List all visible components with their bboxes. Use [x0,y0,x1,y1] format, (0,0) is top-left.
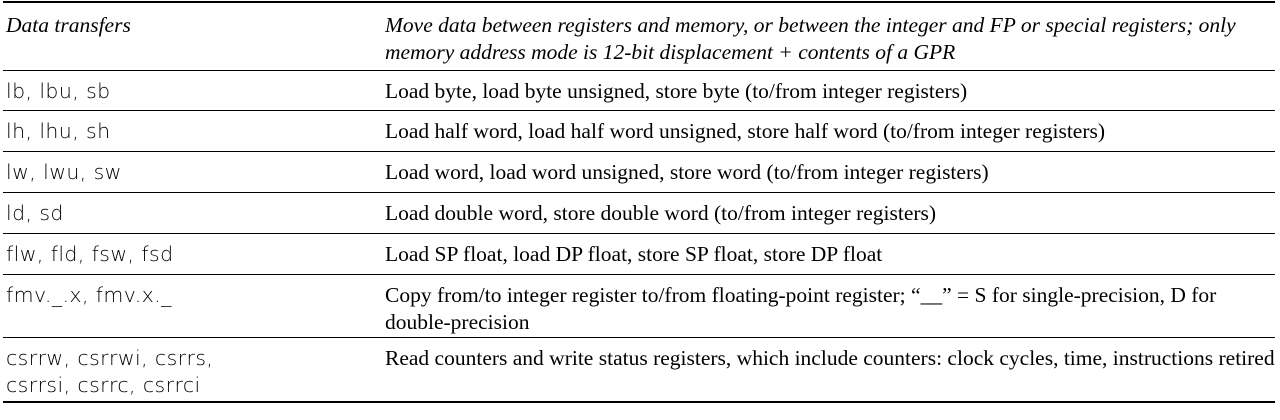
table-row [3,338,1275,401]
table-row [3,275,1275,338]
description-cell: Load SP float, load DP float, store SP float, store DP float [385,242,883,266]
description-cell: Copy from/to integer register to/from floating-point register; “__” = S for single-precision, D for double-precision [385,283,1217,334]
table-row [3,71,1275,111]
category-description: Move data between registers and memory, or between the integer and FP or special registers; only memory address mode is 12-bit displacement + contents of a GPR [385,13,1236,64]
table-header-row [3,3,1275,71]
table-row [3,111,1275,152]
instruction-cell: fmv._.x, fmv.x._ [6,283,172,307]
table-row [3,152,1275,193]
description-cell: Load double word, store double word (to/from integer registers) [385,201,937,225]
instruction-cell: lw, lwu, sw [6,160,122,184]
description-cell: Load half word, load half word unsigned, store half word (to/from integer registers) [385,119,1106,143]
description-cell: Load byte, load byte unsigned, store byte (to/from integer registers) [385,79,968,103]
instruction-cell: lb, lbu, sb [6,79,111,103]
instruction-table [3,1,1275,403]
table-row [3,234,1275,275]
instruction-cell: flw, fld, fsw, fsd [6,242,174,266]
table-row [3,193,1275,234]
category-heading: Data transfers [6,13,131,37]
description-cell: Read counters and write status registers, which include counters: clock cycles, time, instructions retired [385,346,1275,370]
instruction-cell: csrrw, csrrwi, csrrs, csrrsi, csrrc, csrrci [6,346,214,397]
instruction-cell: lh, lhu, sh [6,119,111,143]
instruction-cell: ld, sd [6,201,64,225]
description-cell: Load word, load word unsigned, store word (to/from integer registers) [385,160,989,184]
